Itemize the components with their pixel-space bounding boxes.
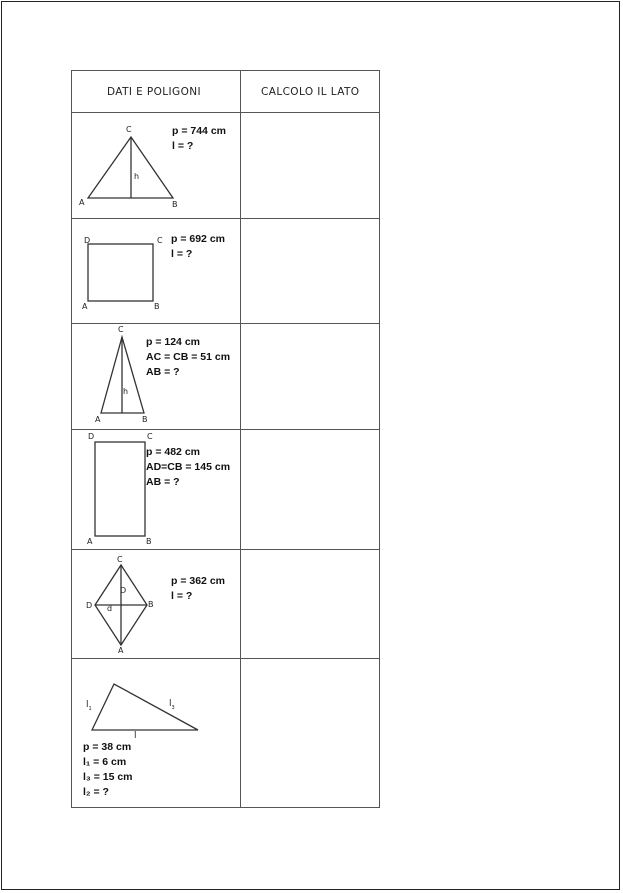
problem-data-6: p = 38 cm l₁ = 6 cm l₃ = 15 cm l₂ = ? [83, 741, 133, 798]
vertex-d-label: D [84, 236, 91, 245]
answer-cell-1[interactable] [241, 113, 379, 218]
answer-cell-6[interactable] [241, 659, 379, 807]
table-border-bottom [71, 807, 380, 808]
side-l1-label: $l_1$ [86, 700, 92, 712]
vertex-c-label: C [118, 325, 124, 334]
side-l3-label: $l_3$ [169, 699, 175, 711]
side-base-label: l [134, 731, 137, 741]
answer-cell-4[interactable] [241, 430, 379, 549]
answer-cell-3[interactable] [241, 324, 379, 429]
minor-diagonal-label: d [107, 604, 113, 613]
vertex-b-label: B [148, 600, 154, 609]
problem-data-3: p = 124 cm AC = CB = 51 cm AB = ? [146, 336, 231, 378]
vertex-a-label: A [118, 646, 124, 655]
vertex-b-label: B [172, 200, 178, 209]
vertex-a-label: A [95, 415, 101, 424]
answer-cell-2[interactable] [241, 219, 379, 323]
vertex-a-label: A [79, 198, 85, 207]
header-calcolo-il-lato: CALCOLO IL LATO [261, 86, 360, 98]
header-dati-e-poligoni: DATI E POLIGONI [107, 86, 201, 98]
problem-data-1: p = 744 cm l = ? [172, 125, 226, 152]
vertex-d-label: D [86, 601, 93, 610]
major-diagonal-label: D [120, 586, 127, 595]
vertex-c-label: C [117, 555, 123, 564]
height-label: h [123, 387, 129, 396]
table-border-top [71, 70, 380, 71]
table-border-right [379, 70, 380, 808]
vertex-b-label: B [142, 415, 148, 424]
vertex-a-label: A [87, 537, 93, 546]
problem-data-4: p = 482 cm AD=CB = 145 cm AB = ? [146, 446, 231, 488]
problem-data-5: p = 362 cm l = ? [171, 575, 225, 602]
table-border-left [71, 70, 72, 808]
vertex-c-label: C [147, 432, 153, 441]
height-label: h [134, 172, 140, 181]
vertex-a-label: A [82, 302, 88, 311]
vertex-d-label: D [88, 432, 95, 441]
answer-cell-5[interactable] [241, 550, 379, 658]
vertex-c-label: C [157, 236, 163, 245]
problem-data-2: p = 692 cm l = ? [171, 233, 225, 260]
vertex-b-label: B [154, 302, 160, 311]
vertex-b-label: B [146, 537, 152, 546]
vertex-c-label: C [126, 125, 132, 134]
